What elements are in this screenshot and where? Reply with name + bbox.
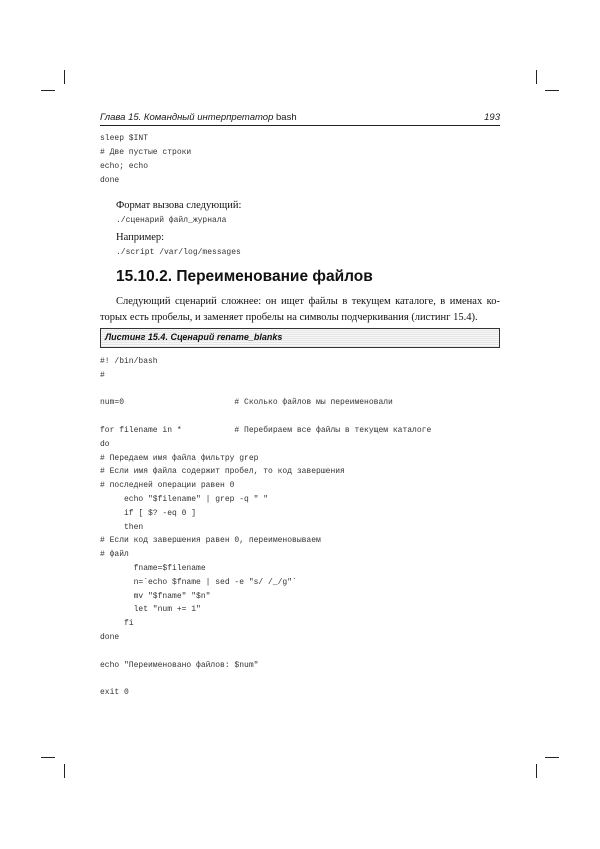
body-paragraph bbox=[100, 294, 500, 326]
example-label: Например: bbox=[116, 232, 165, 243]
running-header bbox=[100, 112, 500, 126]
call-format-code: ./сценарий файл_журнала bbox=[116, 216, 227, 225]
listing-code-line: let "num += 1" bbox=[100, 605, 201, 615]
listing-code-line: num=0 # Сколько файлов мы переименовали bbox=[100, 398, 393, 408]
listing-code-line: #! /bin/bash bbox=[100, 357, 158, 366]
crop-mark bbox=[536, 764, 537, 778]
code-line: # Две пустые строки bbox=[100, 148, 192, 157]
listing-title: Листинг 15.4. Сценарий rename_blanks bbox=[105, 332, 283, 342]
listing-code-line: # Если код завершения равен 0, переименовываем bbox=[100, 536, 321, 546]
example-code: ./script /var/log/messages bbox=[116, 248, 241, 257]
listing-title-box bbox=[100, 328, 500, 348]
paragraph-line: торых есть пробелы, и заменяет пробелы на символы подчеркивания (листинг 15.4). bbox=[100, 312, 478, 323]
code-fragment bbox=[100, 132, 191, 188]
listing-code-line: # последней операции равен 0 bbox=[100, 481, 235, 491]
listing-code-line: done bbox=[100, 632, 120, 642]
listing-code-line: if [ $? -eq 0 ] bbox=[100, 508, 197, 518]
call-format-label: Формат вызова следующий: bbox=[116, 200, 242, 211]
crop-mark bbox=[536, 70, 537, 84]
code-line: echo; echo bbox=[100, 162, 149, 171]
code-line: sleep $INT bbox=[100, 134, 149, 143]
listing-code-line: # bbox=[100, 370, 105, 380]
listing-code-line: n=`echo $fname | sed -e "s/ /_/g"` bbox=[100, 577, 297, 587]
listing-code-line: # Передаем имя файла фильтру grep bbox=[100, 453, 259, 463]
listing-code-line: fi bbox=[100, 619, 134, 629]
listing-code-line: do bbox=[100, 439, 110, 449]
listing-code-line: # файл bbox=[100, 550, 129, 560]
page-number: 193 bbox=[484, 112, 500, 123]
listing-code-line: echo "$filename" | grep -q " " bbox=[100, 494, 269, 504]
crop-mark bbox=[64, 70, 65, 84]
listing-code-line: for filename in * # Перебираем все файлы в текущем каталоге bbox=[100, 425, 432, 435]
crop-mark bbox=[41, 90, 55, 91]
crop-mark bbox=[64, 764, 65, 778]
section-heading: 15.10.2. Переименование файлов bbox=[116, 268, 373, 285]
listing-code-line: then bbox=[100, 522, 144, 532]
listing-code-line: exit 0 bbox=[100, 688, 129, 698]
paragraph-line: Следующий сценарий сложнее: он ищет файлы в текущем каталоге, в именах ко- bbox=[116, 296, 500, 307]
code-line: done bbox=[100, 176, 120, 185]
crop-mark bbox=[545, 90, 559, 91]
crop-mark bbox=[545, 757, 559, 758]
listing-code-line: # Если имя файла содержит пробел, то код завершения bbox=[100, 467, 345, 477]
crop-mark bbox=[41, 757, 55, 758]
listing-code bbox=[100, 355, 431, 700]
listing-code-line: mv "$fname" "$n" bbox=[100, 591, 211, 601]
listing-code-line: echo "Переименовано файлов: $num" bbox=[100, 660, 259, 670]
chapter-title: Глава 15. Командный интерпретатор bash bbox=[100, 112, 297, 123]
listing-code-line: fname=$filename bbox=[100, 563, 206, 573]
header-rule bbox=[100, 125, 500, 126]
